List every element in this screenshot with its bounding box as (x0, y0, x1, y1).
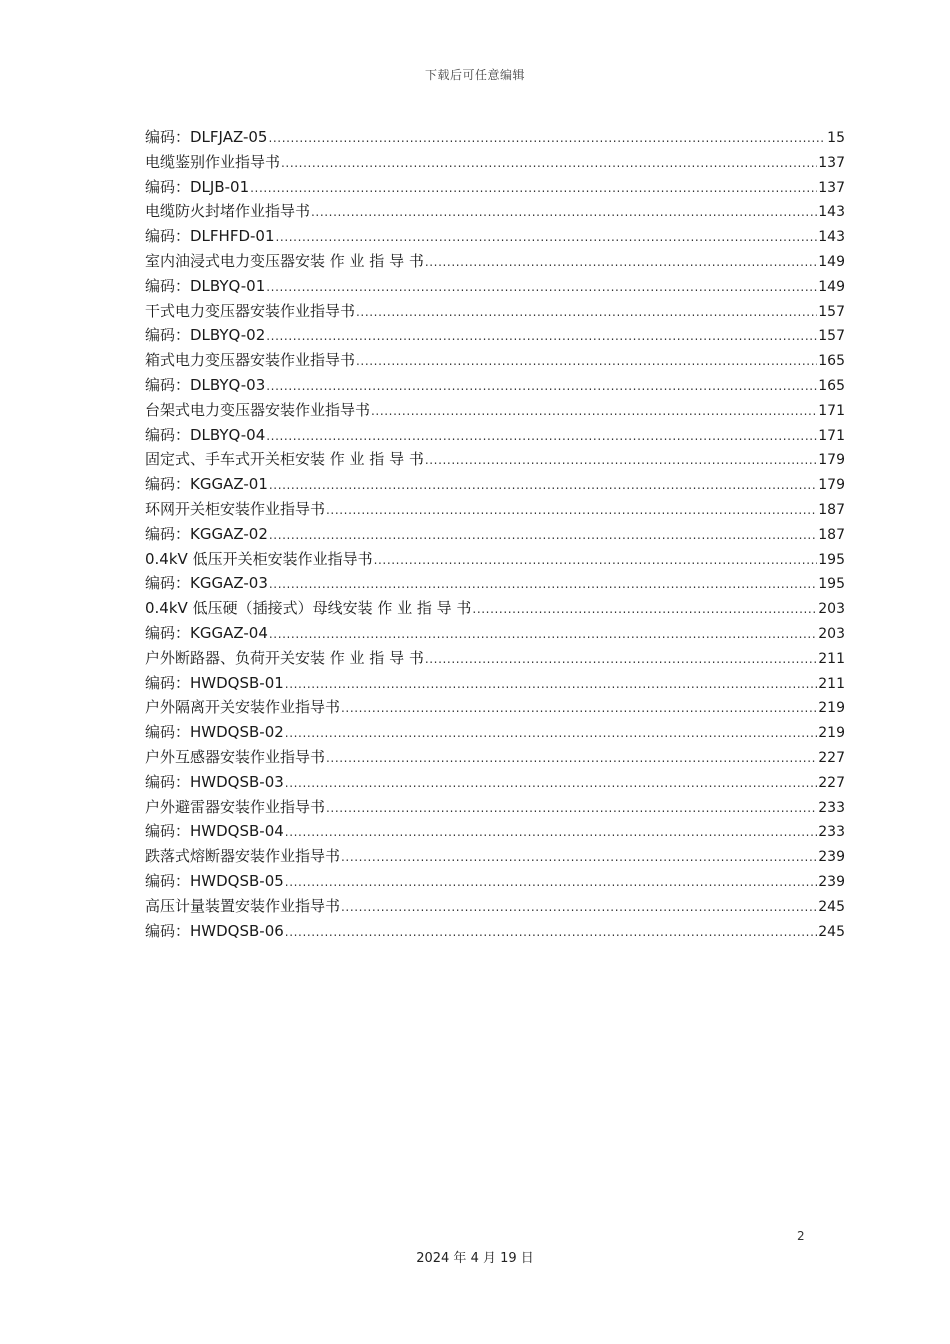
toc-entry-title[interactable]: 编码：HWDQSB-04 (145, 822, 284, 841)
toc-entry-page: 179 (818, 452, 845, 469)
toc-dot-leader (266, 374, 817, 399)
toc-entry-page: 227 (818, 749, 845, 766)
toc-dot-leader (341, 696, 817, 721)
toc-entry-page: 211 (818, 650, 845, 667)
toc-entry[interactable] (145, 398, 845, 423)
toc-dot-leader (341, 895, 817, 920)
toc-dot-leader (374, 548, 818, 573)
toc-dot-leader (326, 746, 817, 771)
toc-entry[interactable] (145, 348, 845, 373)
toc-entry[interactable] (145, 770, 845, 795)
toc-entry-page: 165 (818, 353, 845, 370)
toc-entry-page: 157 (818, 328, 845, 345)
toc-entry-page: 233 (818, 824, 845, 841)
toc-entry[interactable] (145, 522, 845, 547)
toc-dot-leader (356, 349, 817, 374)
toc-entry-page: 165 (818, 377, 845, 394)
toc-entry-title[interactable]: 高压计量装置安装作业指导书 (145, 896, 341, 915)
toc-dot-leader (269, 473, 817, 498)
toc-dot-leader (276, 225, 818, 250)
toc-entry-page: 239 (818, 849, 845, 866)
toc-entry[interactable] (145, 224, 845, 249)
toc-entry-title[interactable]: 环网开关柜安装作业指导书 (145, 499, 326, 518)
toc-dot-leader (285, 920, 817, 945)
toc-entry-page: 203 (818, 601, 845, 618)
toc-entry-page: 137 (818, 154, 845, 171)
toc-dot-leader (269, 523, 817, 548)
toc-dot-leader (266, 424, 817, 449)
toc-entry[interactable] (145, 472, 845, 497)
toc-entry[interactable] (145, 671, 845, 696)
toc-dot-leader (268, 126, 826, 151)
toc-entry-title[interactable]: 固定式、手车式开关柜安装 作 业 指 导 书 (145, 450, 424, 469)
toc-entry-title[interactable]: 编码：DLJB-01 (145, 177, 250, 196)
toc-entry-title[interactable]: 编码：DLFHFD-01 (145, 227, 275, 246)
toc-entry-title[interactable]: 编码：HWDQSB-02 (145, 723, 284, 742)
toc-entry-page: 149 (818, 253, 845, 270)
toc-dot-leader (472, 597, 817, 622)
toc-entry-page: 179 (818, 477, 845, 494)
toc-entry[interactable] (145, 249, 845, 274)
toc-entry-title[interactable]: 编码：KGGAZ-04 (145, 623, 268, 642)
toc-entry[interactable] (145, 373, 845, 398)
toc-entry-title[interactable]: 干式电力变压器安装作业指导书 (145, 301, 356, 320)
toc-entry[interactable] (145, 125, 845, 150)
toc-dot-leader (285, 820, 817, 845)
toc-entry-title[interactable]: 编码：DLBYQ-03 (145, 375, 266, 394)
toc-entry-title[interactable]: 编码：HWDQSB-06 (145, 921, 284, 940)
toc-dot-leader (285, 870, 817, 895)
toc-entry-page: 143 (818, 229, 845, 246)
toc-entry[interactable] (145, 274, 845, 299)
toc-entry-title[interactable]: 户外隔离开关安装作业指导书 (145, 698, 341, 717)
toc-entry[interactable] (145, 497, 845, 522)
toc-entry-title[interactable]: 箱式电力变压器安装作业指导书 (145, 351, 356, 370)
toc-entry-title[interactable]: 编码：DLBYQ-01 (145, 276, 266, 295)
toc-entry-title[interactable]: 0.4kV 低压硬（插接式）母线安装 作 业 指 导 书 (145, 599, 472, 618)
toc-entry-page: 195 (818, 576, 845, 593)
toc-entry[interactable] (145, 547, 845, 572)
toc-entry[interactable] (145, 869, 845, 894)
toc-entry[interactable] (145, 894, 845, 919)
toc-entry-title[interactable]: 编码：HWDQSB-03 (145, 772, 284, 791)
toc-entry-page: 187 (818, 526, 845, 543)
page-footer-date: 2024 年 4 月 19 日 (416, 1251, 534, 1266)
toc-entry-page: 171 (818, 427, 845, 444)
toc-entry[interactable] (145, 299, 845, 324)
toc-entry-page: 157 (818, 303, 845, 320)
toc-entry[interactable] (145, 596, 845, 621)
toc-entry[interactable] (145, 423, 845, 448)
toc-entry-page: 195 (818, 551, 845, 568)
toc-entry[interactable] (145, 919, 845, 944)
toc-entry[interactable] (145, 571, 845, 596)
toc-entry-page: 219 (818, 725, 845, 742)
toc-dot-leader (285, 721, 817, 746)
toc-entry-title[interactable]: 跌落式熔断器安装作业指导书 (145, 847, 341, 866)
table-of-contents (145, 125, 845, 943)
toc-dot-leader (269, 572, 817, 597)
toc-entry[interactable] (145, 621, 845, 646)
toc-entry-page: 143 (818, 204, 845, 221)
toc-entry-title[interactable]: 电缆防火封堵作业指导书 (145, 202, 311, 221)
toc-dot-leader (425, 250, 817, 275)
toc-entry-title[interactable]: 编码：KGGAZ-01 (145, 475, 268, 494)
toc-entry-page: 171 (818, 402, 845, 419)
toc-dot-leader (341, 845, 817, 870)
toc-entry-page: 227 (818, 774, 845, 791)
toc-dot-leader (425, 647, 817, 672)
toc-entry[interactable] (145, 150, 845, 175)
toc-entry-title[interactable]: 0.4kV 低压开关柜安装作业指导书 (145, 549, 373, 568)
toc-dot-leader (285, 672, 817, 697)
toc-entry-page: 15 (827, 130, 845, 146)
toc-dot-leader (285, 771, 817, 796)
toc-entry[interactable] (145, 175, 845, 200)
toc-entry-page: 219 (818, 700, 845, 717)
toc-entry-page: 245 (818, 923, 845, 940)
toc-entry-page: 233 (818, 799, 845, 816)
toc-entry-title[interactable]: 台架式电力变压器安装作业指导书 (145, 400, 371, 419)
toc-entry-title[interactable]: 户外互感器安装作业指导书 (145, 747, 326, 766)
toc-dot-leader (371, 399, 817, 424)
toc-entry-page: 245 (818, 898, 845, 915)
toc-dot-leader (250, 176, 817, 201)
toc-entry[interactable] (145, 819, 845, 844)
toc-dot-leader (425, 448, 817, 473)
toc-dot-leader (269, 622, 817, 647)
toc-entry-title[interactable]: 编码：KGGAZ-02 (145, 524, 268, 543)
toc-entry-title[interactable]: 室内油浸式电力变压器安装 作 业 指 导 书 (145, 251, 424, 270)
toc-entry[interactable] (145, 844, 845, 869)
toc-entry[interactable] (145, 795, 845, 820)
toc-entry[interactable] (145, 720, 845, 745)
toc-entry-title[interactable]: 户外断路器、负荷开关安装 作 业 指 导 书 (145, 648, 424, 667)
toc-entry-page: 187 (818, 501, 845, 518)
toc-dot-leader (356, 300, 817, 325)
toc-entry-title[interactable]: 电缆鉴别作业指导书 (145, 152, 281, 171)
page-number: 2 (797, 1229, 805, 1243)
toc-entry[interactable] (145, 323, 845, 348)
toc-entry-page: 211 (818, 675, 845, 692)
toc-entry-page: 137 (818, 179, 845, 196)
toc-entry[interactable] (145, 695, 845, 720)
toc-dot-leader (326, 796, 817, 821)
page-header: 下载后可任意编辑 (424, 68, 525, 82)
toc-entry-page: 203 (818, 625, 845, 642)
toc-entry[interactable] (145, 199, 845, 224)
toc-entry-title[interactable]: 编码：DLFJAZ-05 (145, 128, 268, 146)
toc-entry-title[interactable]: 编码：KGGAZ-03 (145, 574, 268, 593)
toc-entry-title[interactable]: 编码：HWDQSB-05 (145, 871, 284, 890)
toc-entry[interactable] (145, 447, 845, 472)
toc-dot-leader (266, 275, 817, 300)
toc-entry-title[interactable]: 编码：DLBYQ-04 (145, 425, 266, 444)
toc-dot-leader (326, 498, 817, 523)
toc-entry[interactable] (145, 646, 845, 671)
toc-dot-leader (281, 151, 817, 176)
toc-dot-leader (311, 200, 817, 225)
toc-entry[interactable] (145, 745, 845, 770)
toc-entry-title[interactable]: 户外避雷器安装作业指导书 (145, 797, 326, 816)
toc-entry-page: 149 (818, 278, 845, 295)
toc-dot-leader (266, 324, 817, 349)
toc-entry-title[interactable]: 编码：HWDQSB-01 (145, 673, 284, 692)
toc-entry-title[interactable]: 编码：DLBYQ-02 (145, 326, 266, 345)
toc-entry-page: 239 (818, 873, 845, 890)
